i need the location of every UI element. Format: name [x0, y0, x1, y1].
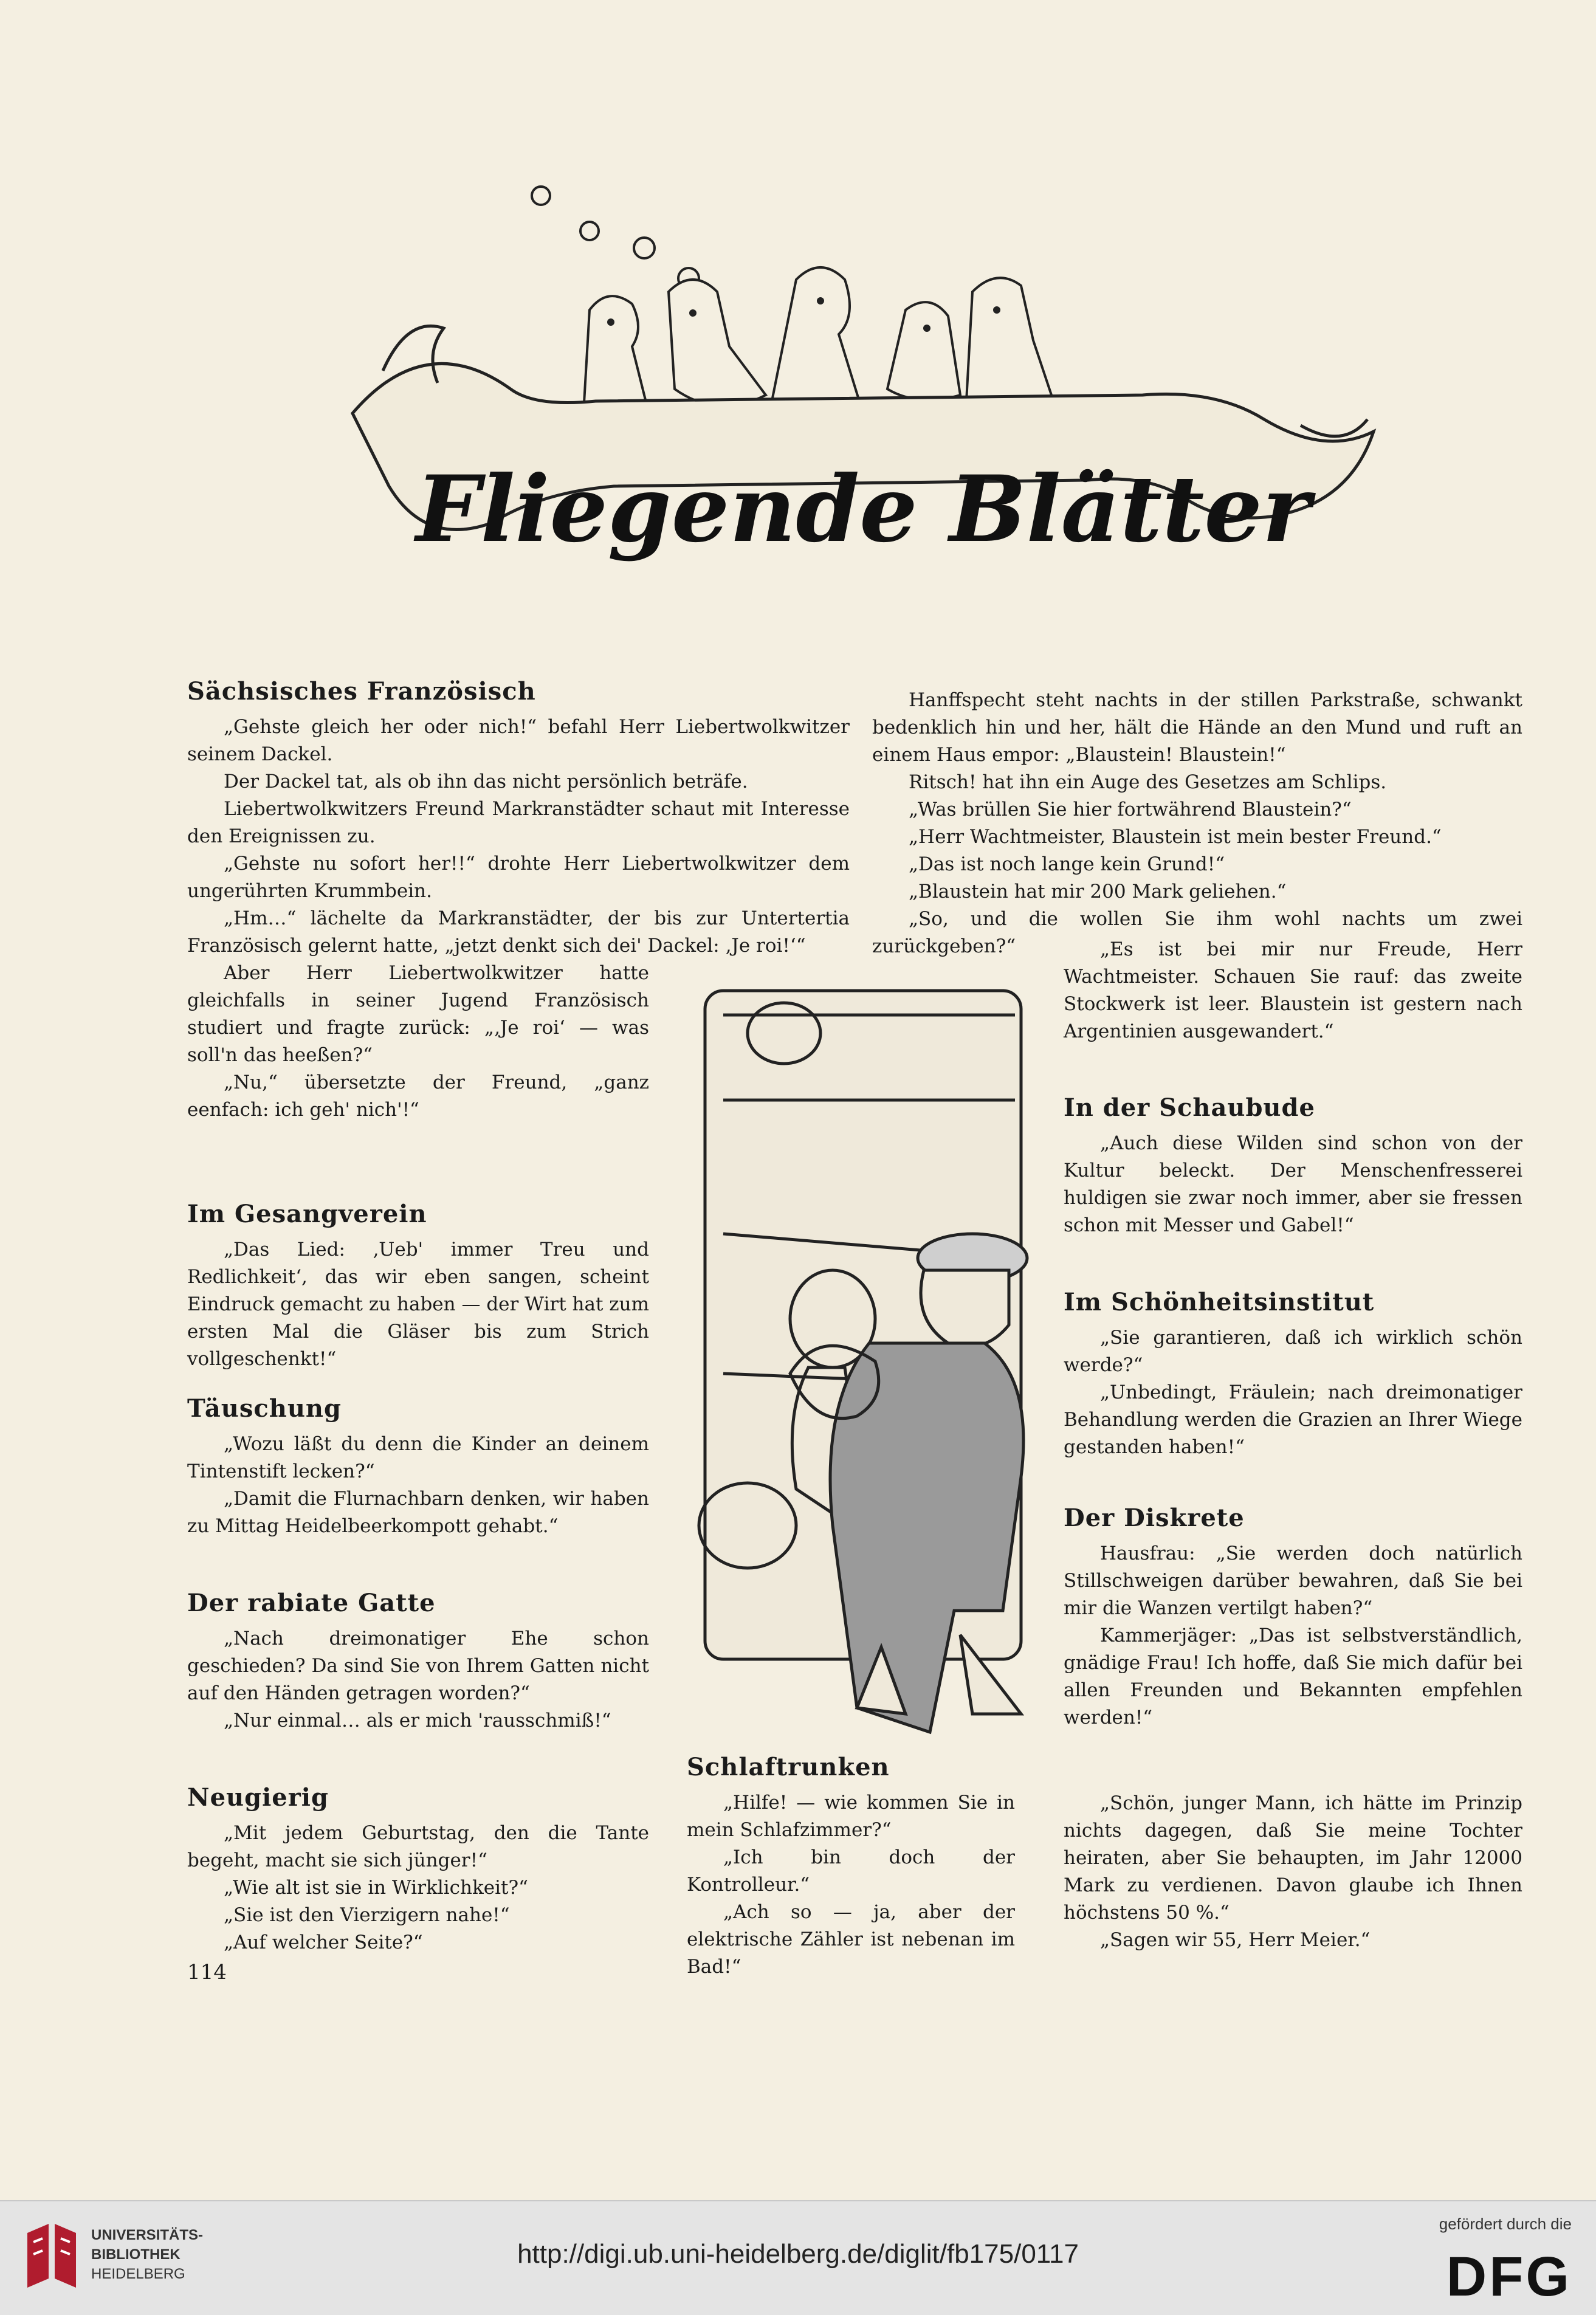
paragraph: „Sie garantieren, daß ich wirklich schön werde?“ — [1064, 1327, 1522, 1376]
section-rabiate-gatte — [187, 1589, 649, 1735]
cartoon-illustration — [687, 979, 1064, 1738]
paragraph: Ritsch! hat ihn ein Auge des Gesetzes am Schlips. — [909, 771, 1387, 793]
section-heading: Sächsisches Französisch — [187, 677, 536, 706]
paragraph: „Es ist bei mir nur Freude, Herr Wachtmeister. Schauen Sie rauf: das zweite Stockwerk ist leer. Blaustein ist gestern nach Argentinien ausgewandert.“ — [1064, 938, 1522, 1042]
paragraph: „Hm…“ lächelte da Markranstädter, der bis zur Untertertia Französisch gelernt hatte, „jetzt denkt sich dei' Dackel: ‚Je roi!‘“ — [187, 907, 850, 957]
paragraph: „Ach so — ja, aber der elektrische Zähler ist nebenan im Bad!“ — [687, 1901, 1015, 1978]
section-heading: Der rabiate Gatte — [187, 1589, 436, 1617]
paragraph: „Wie alt ist sie in Wirklichkeit?“ — [224, 1877, 528, 1899]
library-name-line: HEIDELBERG — [91, 2266, 185, 2282]
paragraph: „Auch diese Wilden sind schon von der Kultur beleckt. Der Menschenfresserei huldigen sie zwar noch immer, aber sie fressen schon mit Messer und Gabel!“ — [1064, 1132, 1522, 1236]
paragraph: „So, und die wollen Sie ihm wohl nachts um zwei zurückgeben?“ — [872, 908, 1522, 957]
funding-label: gefördert durch die — [1439, 2215, 1572, 2233]
paragraph: Hausfrau: „Sie werden doch natürlich Stillschweigen darüber bewahren, daß Sie bei mir die Wanzen vertilgt haben?“ — [1064, 1543, 1522, 1619]
paragraph: Der Dackel tat, als ob ihn das nicht persönlich beträfe. — [224, 771, 748, 793]
paragraph: „Das ist noch lange kein Grund!“ — [909, 853, 1225, 875]
paragraph: „Blaustein hat mir 200 Mark geliehen.“ — [909, 881, 1287, 903]
section-heading: Der Diskrete — [1064, 1504, 1245, 1532]
paragraph: „Auf welcher Seite?“ — [224, 1931, 423, 1953]
masthead-illustration — [328, 170, 1398, 632]
paragraph: „Gehste nu sofort her!!“ drohte Herr Liebertwolkwitzer dem ungerührten Krummbein. — [187, 853, 850, 902]
section-closing — [1064, 1790, 1522, 1954]
section-heading: Schlaftrunken — [687, 1753, 890, 1781]
masthead-title: Fliegende Blätter — [416, 456, 1310, 563]
paragraph: Liebertwolkwitzers Freund Markranstädter schaut mit Interesse den Ereignissen zu. — [187, 798, 850, 847]
section-heading: Im Gesangverein — [187, 1200, 427, 1228]
paragraph: Hanffspecht steht nachts in der stillen Parkstraße, schwankt bedenklich hin und her, hält die Hände an den Mund und ruft an einem Haus empor: „Blaustein! Blaustein!“ — [872, 689, 1522, 766]
paragraph: „Gehste gleich her oder nich!“ befahl Herr Liebertwolkwitzer seinem Dackel. — [187, 716, 850, 765]
paragraph: „Sie ist den Vierzigern nahe!“ — [224, 1904, 510, 1926]
paragraph: „Damit die Flurnachbarn denken, wir haben zu Mittag Heidelbeerkompott gehabt.“ — [187, 1488, 649, 1537]
right-column-intro-end — [1064, 936, 1522, 1045]
right-column-intro — [872, 687, 1522, 960]
paragraph: „Herr Wachtmeister, Blaustein ist mein bester Freund.“ — [909, 826, 1442, 848]
paragraph: „Nu,“ übersetzte der Freund, „ganz eenfach: ich geh' nich'!“ — [187, 1072, 649, 1121]
section-heading: Im Schönheitsinstitut — [1064, 1288, 1375, 1316]
paragraph: Aber Herr Liebertwolkwitzer hatte gleichfalls in seiner Jugend Französisch studiert und fragte zurück: „‚Je roi‘ — was soll'n das heeßen?“ — [187, 962, 649, 1066]
section-neugierig — [187, 1784, 649, 1956]
section-heading: Neugierig — [187, 1783, 329, 1812]
paragraph: „Schön, junger Mann, ich hätte im Prinzip nichts dagegen, daß Sie meine Tochter heiraten, aber Sie behaupten, im Jahr 12000 Mark zu verdienen. Davon glaube ich Ihnen höchstens 50 %.“ — [1064, 1792, 1522, 1924]
permalink-url[interactable]: http://digi.ub.uni-heidelberg.de/diglit/fb175/0117 — [517, 2239, 1079, 2269]
section-schlaftrunken — [687, 1753, 1015, 1981]
paragraph: „Was brüllen Sie hier fortwährend Blaustein?“ — [909, 799, 1352, 820]
paragraph: „Das Lied: ‚Ueb' immer Treu und Redlichkeit‘, das wir eben sangen, scheint Eindruck gemacht zu haben — der Wirt hat zum ersten Mal die Gläser bis zum Strich vollgeschenkt!“ — [187, 1239, 649, 1370]
paragraph: Kammerjäger: „Das ist selbstverständlich, gnädige Frau! Ich hoffe, daß Sie mich dafür bei allen Freunden und Bekannten empfehlen werden!“ — [1064, 1625, 1522, 1729]
section-heading: In der Schaubude — [1064, 1093, 1315, 1122]
paragraph: „Wozu läßt du denn die Kinder an deinem Tintenstift lecken?“ — [187, 1433, 649, 1482]
masthead-art — [328, 170, 1398, 632]
paragraph: „Nach dreimonatiger Ehe schon geschieden? Da sind Sie von Ihrem Gatten nicht auf den Händen getragen worden?“ — [187, 1628, 649, 1704]
section-diskrete — [1064, 1504, 1522, 1732]
paragraph: „Nur einmal… als er mich 'rausschmiß!“ — [224, 1710, 611, 1732]
viewer-footer — [0, 2200, 1596, 2315]
section-schaubude — [1064, 1094, 1522, 1239]
section-gesangverein — [187, 1200, 649, 1373]
page-number: 114 — [187, 1960, 227, 1984]
paragraph: „Ich bin doch der Kontrolleur.“ — [687, 1846, 1015, 1896]
library-name-line: BIBLIOTHEK — [91, 2246, 181, 2263]
cartoon-art — [687, 979, 1064, 1738]
paragraph: „Mit jedem Geburtstag, den die Tante begeht, macht sie sich jünger!“ — [187, 1822, 649, 1871]
dfg-logo[interactable]: DFG — [1446, 2246, 1572, 2308]
paragraph: „Unbedingt, Fräulein; nach dreimonatiger Behandlung werden die Grazien an Ihrer Wiege gestanden haben!“ — [1064, 1381, 1522, 1458]
library-name-line: UNIVERSITÄTS- — [91, 2227, 204, 2243]
section-heading: Täuschung — [187, 1394, 342, 1423]
section-schoenheitsinstitut — [1064, 1288, 1522, 1461]
section-taeuschung — [187, 1395, 649, 1540]
paragraph: „Sagen wir 55, Herr Meier.“ — [1100, 1929, 1371, 1951]
paragraph: „Hilfe! — wie kommen Sie in mein Schlafzimmer?“ — [687, 1792, 1015, 1841]
